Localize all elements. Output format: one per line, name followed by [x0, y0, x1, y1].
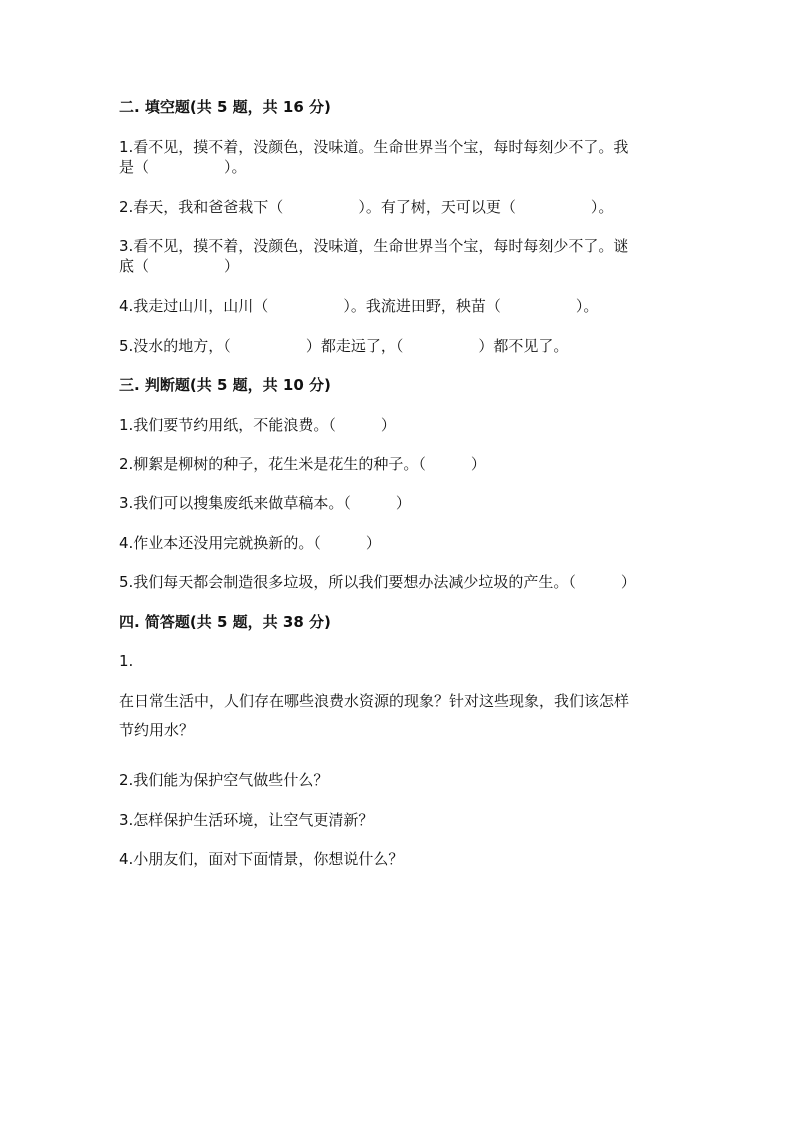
judge-question-5: 5.我们每天都会制造很多垃圾，所以我们要想办法减少垃圾的产生。（ ）: [119, 573, 636, 591]
section-judge-heading: 三. 判断题(共 5 题，共 10 分): [119, 376, 331, 394]
fill-question-5: 5.没水的地方，（ ）都走远了，（ ）都不见了。: [119, 337, 569, 355]
judge-question-2: 2.柳絮是柳树的种子，花生米是花生的种子。（ ）: [119, 455, 486, 473]
fill-question-3-line-1: 3.看不见，摸不着，没颜色，没味道，生命世界当个宝，每时每刻少不了。谜: [119, 237, 629, 255]
fill-question-4: 4.我走过山川，山川（ ）。我流进田野，秧苗（ ）。: [119, 297, 599, 315]
fill-question-2: 2.春天，我和爸爸栽下（ ）。有了树，天可以更（ ）。: [119, 198, 614, 216]
section-short-heading: 四. 简答题(共 5 题，共 38 分): [119, 613, 331, 631]
section-fill-heading: 二. 填空题(共 5 题，共 16 分): [119, 98, 331, 116]
short-question-2: 2.我们能为保护空气做些什么？: [119, 771, 329, 789]
fill-question-3-line-2: 底（ ）: [119, 257, 240, 275]
short-question-1-line-2: 节约用水？: [119, 721, 195, 739]
short-question-1-number: 1.: [119, 652, 134, 670]
short-question-3: 3.怎样保护生活环境，让空气更清新？: [119, 811, 374, 829]
fill-question-1-line-1: 1.看不见，摸不着，没颜色，没味道。生命世界当个宝，每时每刻少不了。我: [119, 138, 629, 156]
judge-question-4: 4.作业本还没用完就换新的。（ ）: [119, 534, 381, 552]
short-question-4: 4.小朋友们，面对下面情景，你想说什么？: [119, 850, 404, 868]
short-question-1-line-1: 在日常生活中，人们存在哪些浪费水资源的现象？针对这些现象，我们该怎样: [119, 692, 630, 710]
judge-question-3: 3.我们可以搜集废纸来做草稿本。（ ）: [119, 494, 411, 512]
judge-question-1: 1.我们要节约用纸，不能浪费。（ ）: [119, 416, 396, 434]
fill-question-1-line-2: 是（ ）。: [119, 158, 247, 176]
